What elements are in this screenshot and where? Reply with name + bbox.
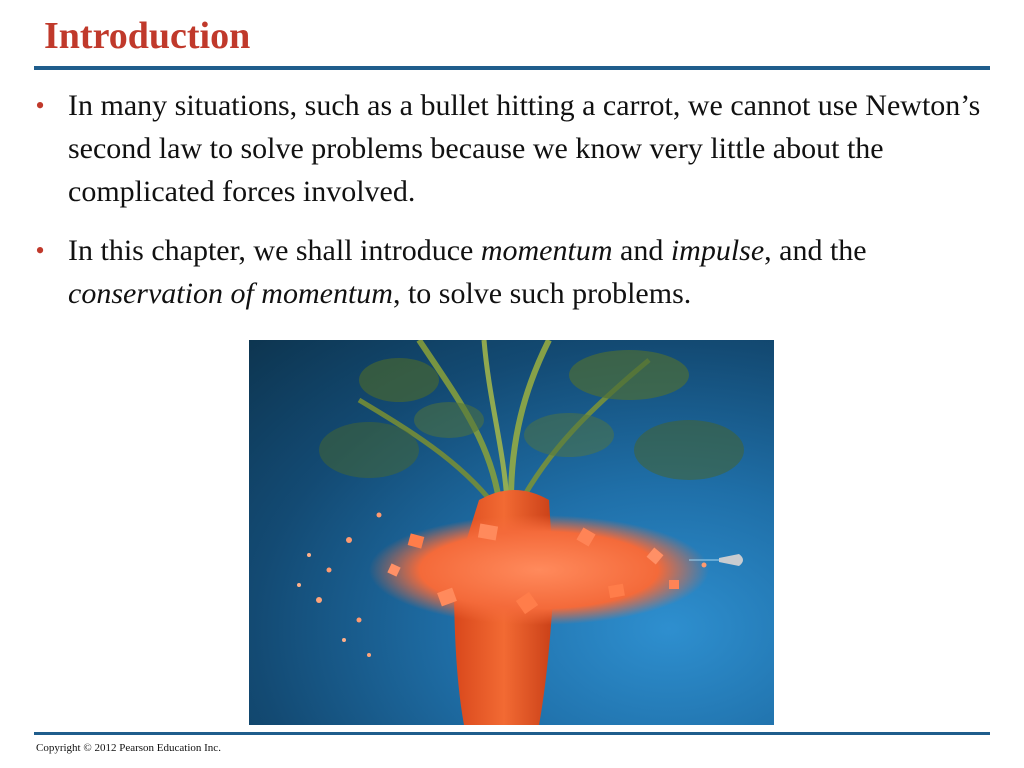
bullet-item-2 bbox=[30, 229, 990, 315]
bullet-icon: • bbox=[35, 236, 45, 265]
bullet-1-run-1: In many situations, such as a bullet hitting a carrot, we cannot use Newton’s second law to solve problems because we know very little about the complicated forces involved. bbox=[68, 89, 981, 208]
footer-divider bbox=[34, 732, 990, 735]
bullet-list bbox=[30, 84, 990, 331]
term-conservation-of-momentum: conservation of momentum bbox=[68, 277, 393, 310]
bullet-2-run-7: , to solve such problems. bbox=[392, 277, 692, 310]
bullet-2-run-3: and bbox=[612, 234, 671, 267]
bullet-text-2 bbox=[68, 234, 867, 310]
term-momentum: momentum bbox=[480, 234, 613, 267]
copyright-footer: Copyright © 2012 Pearson Education Inc. bbox=[36, 742, 221, 754]
bullet-2-run-5: , and the bbox=[764, 234, 867, 267]
slide-title: Introduction bbox=[44, 15, 251, 57]
carrot-leaves bbox=[319, 340, 744, 505]
bullet-text-1 bbox=[68, 89, 980, 208]
bullet-2-run-1: In this chapter, we shall introduce bbox=[68, 234, 481, 267]
carrot-bullet-photo bbox=[249, 340, 774, 725]
title-divider bbox=[34, 66, 990, 70]
carrot-bullet-illustration bbox=[249, 340, 774, 725]
bullet-item-1 bbox=[30, 84, 990, 213]
bullet-icon: • bbox=[35, 91, 45, 120]
term-impulse: impulse bbox=[670, 234, 765, 267]
